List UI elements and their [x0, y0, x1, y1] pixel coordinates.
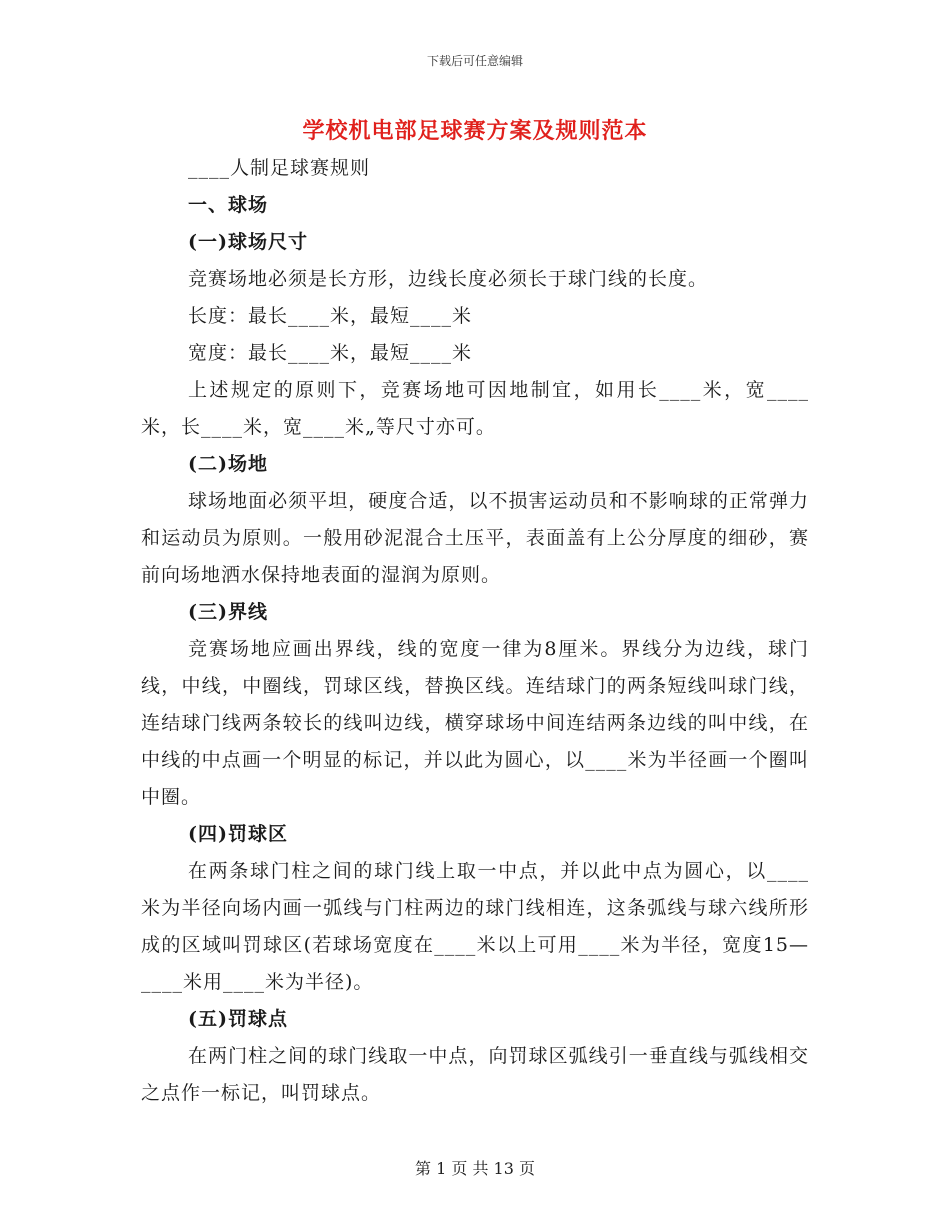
page-number: 第 1 页 共 13 页	[415, 1159, 535, 1178]
paragraph-flexible-size: 上述规定的原则下，竞赛场地可因地制宜，如用长____米，宽____米，长____米，宽____米„等尺寸亦可。	[141, 379, 809, 438]
paragraph-ground: 球场地面必须平坦，硬度合适，以不损害运动员和不影响球的正常弹力和运动员为原则。一般用砂泥混合土压平，表面盖有上公分厚度的细砂，赛前向场地洒水保持地表面的湿润为原则。	[141, 490, 809, 586]
paragraph-penalty-area: 在两条球门柱之间的球门线上取一中点，并以此中点为圆心，以____米为半径向场内画一弧线与门柱两边的球门线相连，这条弧线与球六线所形成的区域叫罚球区(若球场宽度在____米以上可用____米为半径，宽度15—____米用____米为半径)。	[141, 860, 809, 993]
document-body	[141, 150, 809, 1112]
paragraph-penalty-spot: 在两门柱之间的球门线取一中点，向罚球区弧线引一垂直线与弧线相交之点作一标记，叫罚球点。	[141, 1045, 809, 1104]
paragraph-shape: 竞赛场地必须是长方形，边线长度必须长于球门线的长度。	[188, 268, 709, 290]
subtitle: ____人制足球赛规则	[188, 157, 371, 179]
subsection-heading-penalty-spot: (五)罚球点	[188, 1008, 288, 1030]
subsection-heading-ground: (二)场地	[188, 453, 268, 475]
paragraph-width: 宽度：最长____米，最短____米	[188, 342, 473, 364]
page-header-note: 下载后可任意编辑	[426, 54, 523, 68]
paragraph-boundary-lines: 竞赛场地应画出界线，线的宽度一律为8厘米。界线分为边线，球门线，中线，中圈线，罚球区线，替换区线。连结球门的两条短线叫球门线，连结球门线两条较长的线叫边线，横穿球场中间连结两条边线的叫中线，在中线的中点画一个明显的标记，并以此为圆心，以____米为半径画一个圈叫中圈。	[141, 638, 809, 808]
subsection-heading-penalty-area: (四)罚球区	[188, 823, 288, 845]
document-title: 学校机电部足球赛方案及规则范本	[302, 118, 648, 144]
subsection-heading-dimensions: (一)球场尺寸	[188, 231, 308, 253]
paragraph-length: 长度：最长____米，最短____米	[188, 305, 473, 327]
section-heading-field: 一、球场	[188, 194, 269, 216]
subsection-heading-boundary-lines: (三)界线	[188, 601, 268, 623]
